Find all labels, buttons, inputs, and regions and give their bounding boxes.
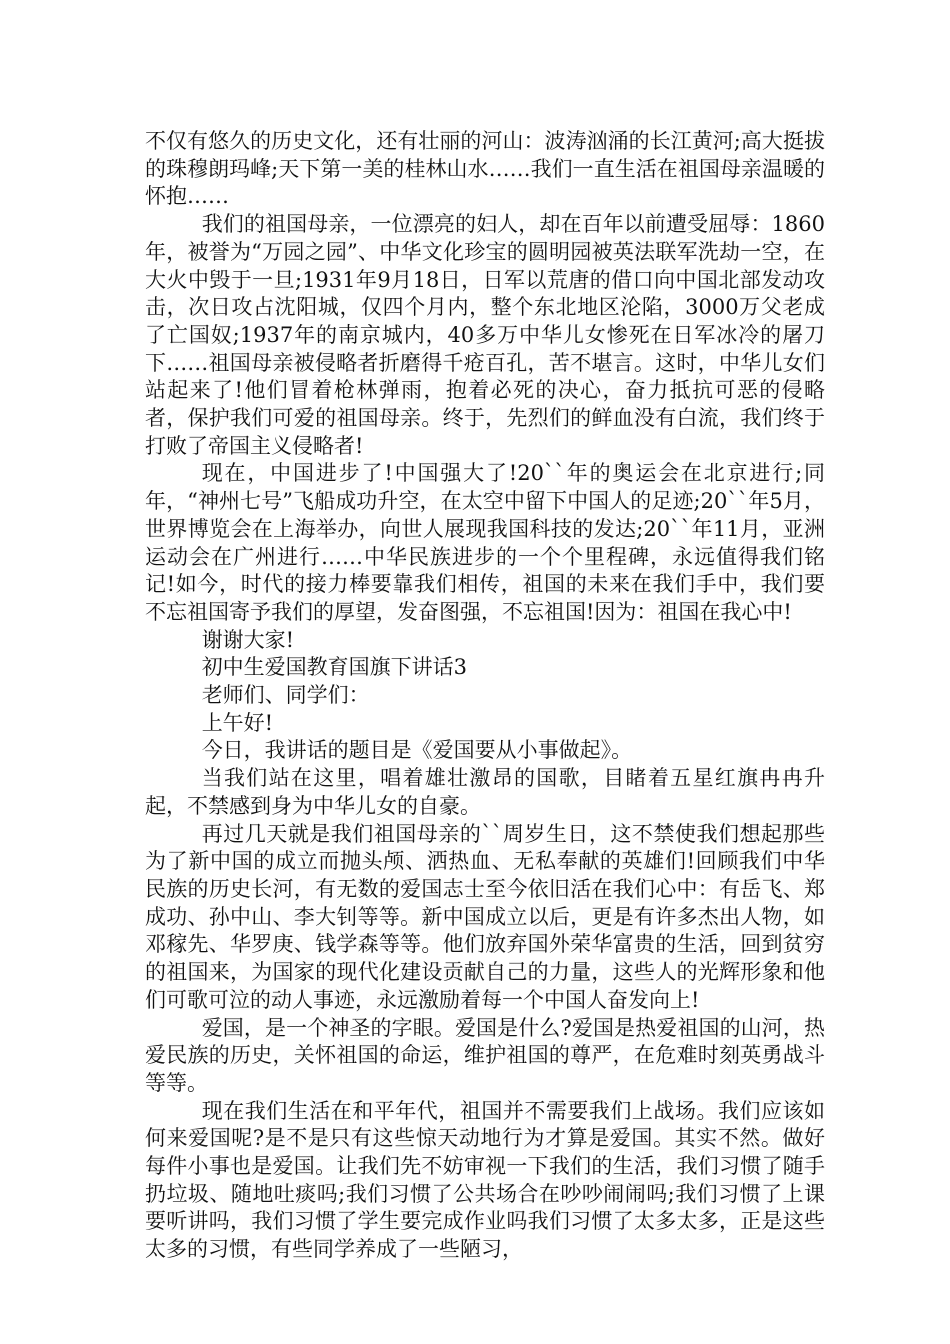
paragraph-11: 爱国，是一个神圣的字眼。爱国是什么?爱国是热爱祖国的山河，热爱民族的历史，关怀祖国的命运，维护祖国的尊严，在危难时刻英勇战斗等等。 [145,1015,825,1095]
paragraph-8: 今日，我讲话的题目是《爱国要从小事做起》。 [201,738,633,763]
paragraph-1: 不仅有悠久的历史文化，还有壮丽的河山：波涛汹涌的长江黄河;高大挺拔的珠穆朗玛峰;天下第一美的桂林山水……我们一直生活在祖国母亲温暖的怀抱…… [145,129,825,209]
paragraph-4: 谢谢大家! [201,627,295,652]
paragraph-12: 现在我们生活在和平年代，祖国并不需要我们上战场。我们应该如何来爱国呢?是不是只有这些惊天动地行为才算是爱国。其实不然。做好每件小事也是爱国。让我们先不妨审视一下我们的生活，我们习惯了随手扔垃圾、随地吐痰吗;我们习惯了公共场合在吵吵闹闹吗;我们习惯了上课要听讲吗，我们习惯了学生要完成作业吗我们习惯了太多太多，正是这些太多的习惯，有些同学养成了一些陋习， [145,1098,825,1262]
salutation: 老师们、同学们： [201,683,370,708]
paragraph-2: 我们的祖国母亲，一位漂亮的妇人，却在百年以前遭受屈辱：1860年，被誉为“万园之园”、中华文化珍宝的圆明园被英法联军洗劫一空，在大火中毁于一旦;1931年9月18日，日军以荒唐的借口向中国北部发动攻击，次日攻占沈阳城，仅四个月内，整个东北地区沦陷，3000万父老成了亡国奴;1937年的南京城内，40多万中华儿女惨死在日军冰冷的屠刀下……祖国母亲被侵略者折磨得千疮百孔，苦不堪言。这时，中华儿女们站起来了!他们冒着枪林弹雨，抱着必死的决心，奋力抵抗可恶的侵略者，保护我们可爱的祖国母亲。终于，先烈们的鲜血没有白流，我们终于打败了帝国主义侵略者! [145,212,825,458]
paragraph-10: 再过几天就是我们祖国母亲的``周岁生日，这不禁使我们想起那些为了新中国的成立而抛头颅、洒热血、无私奉献的英雄们!回顾我们中华民族的历史长河，有无数的爱国志士至今依旧活在我们心中：有岳飞、郑成功、孙中山、李大钊等等。新中国成立以后，更是有许多杰出人物，如邓稼先、华罗庚、钱学森等等。他们放弃国外荣华富贵的生活，回到贫穷的祖国来，为国家的现代化建设贡献自己的力量，这些人的光辉形象和他们可歌可泣的动人事迹，永远激励着每一个中国人奋发向上! [145,821,825,1012]
paragraph-9: 当我们站在这里，唱着雄壮激昂的国歌，目睹着五星红旗冉冉升起，不禁感到身为中华儿女的自豪。 [145,766,825,818]
greeting: 上午好! [201,710,274,735]
document-page [145,128,825,1264]
paragraph-3: 现在，中国进步了!中国强大了!20``年的奥运会在北京进行;同年，“神州七号”飞船成功升空，在太空中留下中国人的足迹;20``年5月，世界博览会在上海举办，向世人展现我国科技的发达;20``年11月，亚洲运动会在广州进行……中华民族进步的一个个里程碑，永远值得我们铭记!如今，时代的接力棒要靠我们相传，祖国的未来在我们手中，我们要不忘祖国寄予我们的厚望，发奋图强，不忘祖国!因为：祖国在我心中! [145,461,825,624]
section-heading: 初中生爱国教育国旗下讲话3 [201,655,468,680]
